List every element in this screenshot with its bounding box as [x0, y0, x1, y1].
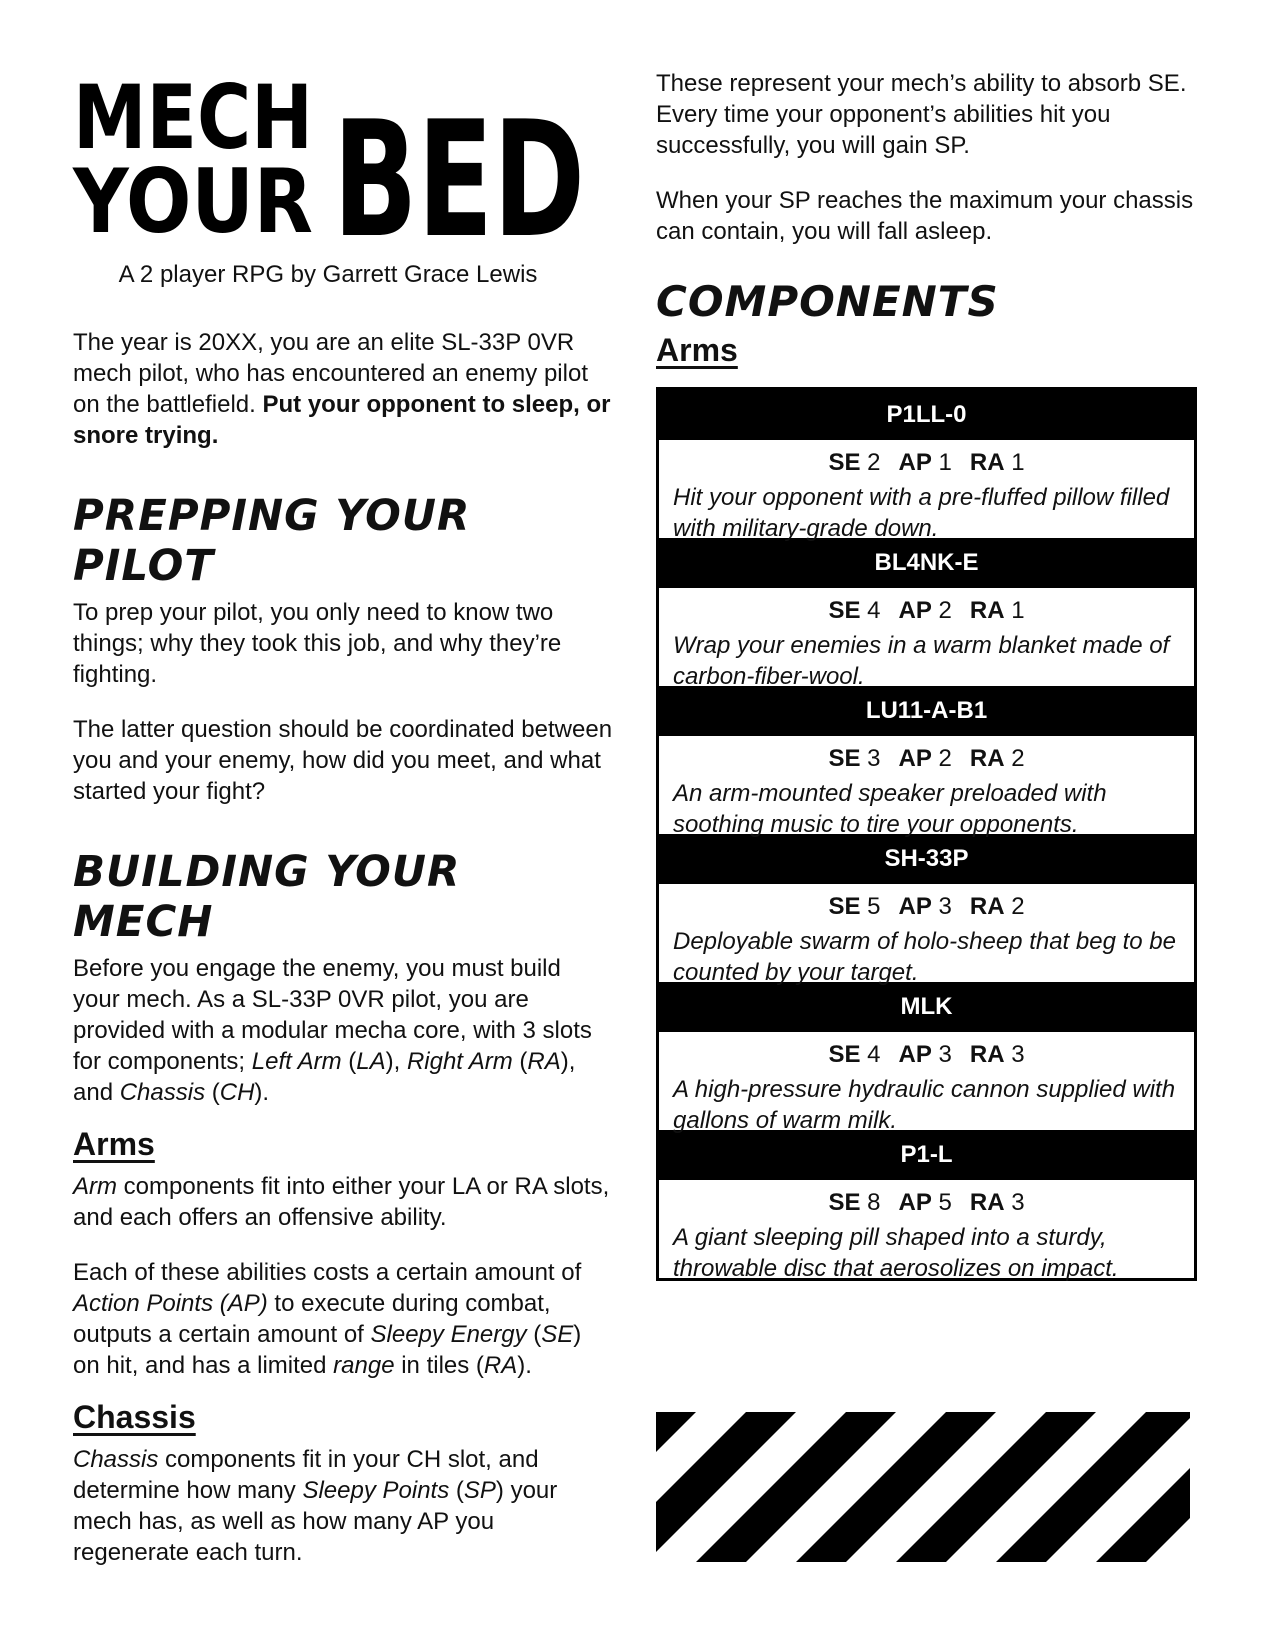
ap-label: AP	[898, 893, 932, 920]
component-card	[659, 686, 1194, 838]
ra-value: 1	[1011, 449, 1025, 476]
ra-label: RA	[969, 745, 1005, 772]
ap-term: Action Points (AP)	[73, 1290, 268, 1317]
se-label: SE	[828, 893, 861, 920]
left-arm-term: Left Arm	[251, 1048, 342, 1075]
component-body	[659, 588, 1194, 690]
prepping-p1: To prep your pilot, you only need to know two things; why they took this job, and why they’re fighting.	[73, 599, 562, 688]
sp-explainer-p2: When your SP reaches the maximum your chassis can contain, you will fall asleep.	[656, 187, 1194, 245]
ap-value: 3	[938, 893, 952, 920]
sp-abbr: SP	[463, 1477, 496, 1504]
chassis-heading: Chassis	[73, 1399, 196, 1435]
prepping-heading: PREPPING YOUR PILOT	[73, 490, 471, 590]
prepping-p2: The latter question should be coordinated between you and your enemy, how did you meet, and what started your fight?	[73, 716, 613, 805]
building-heading: BUILDING YOUR MECH	[73, 846, 461, 946]
component-card	[659, 834, 1194, 986]
component-name: P1-L	[659, 1130, 1194, 1180]
ra-value: 3	[1011, 1189, 1025, 1216]
component-description: Hit your opponent with a pre-fluffed pillow filled with military-grade down.	[673, 484, 1170, 542]
se-label: SE	[828, 449, 861, 476]
component-name: BL4NK-E	[659, 538, 1194, 588]
components-table	[656, 387, 1197, 1281]
hazard-stripes-decoration	[656, 1412, 1190, 1562]
se-value: 2	[867, 449, 881, 476]
se-value: 4	[867, 597, 881, 624]
ra-label: RA	[969, 449, 1005, 476]
ap-value: 3	[938, 1041, 952, 1068]
byline: A 2 player RPG by Garrett Grace Lewis	[118, 261, 538, 288]
la-abbr: LA	[356, 1048, 386, 1075]
arms-p2: Each of these abilities costs a certain amount of Action Points (AP) to execute during combat, outputs a certain amount of Sleepy Energy (SE) on hit, and has a limited range in tiles (RA).	[73, 1259, 582, 1379]
right-column	[656, 68, 1196, 1281]
ap-value: 5	[938, 1189, 952, 1216]
component-card	[659, 1130, 1194, 1282]
component-card	[659, 390, 1194, 542]
se-value: 3	[867, 745, 881, 772]
component-name: LU11-A-B1	[659, 686, 1194, 736]
arms-p1	[73, 1171, 613, 1233]
ra-value: 1	[1011, 597, 1025, 624]
se-value: 4	[867, 1041, 881, 1068]
ra-label: RA	[969, 1041, 1005, 1068]
component-name: MLK	[659, 982, 1194, 1032]
right-arm-term: Right Arm	[406, 1048, 513, 1075]
ra-value: 2	[1011, 745, 1025, 772]
intro-bold: Put your opponent to sleep, or snore trying.	[73, 391, 611, 449]
ra-value: 2	[1011, 893, 1025, 920]
logo-big-word: BED	[333, 86, 585, 273]
components-heading: COMPONENTS	[656, 277, 999, 326]
component-body	[659, 884, 1194, 986]
component-description: A high-pressure hydraulic cannon supplied with gallons of warm milk.	[673, 1076, 1176, 1134]
se-label: SE	[828, 745, 861, 772]
arms-p2-e: ).	[517, 1352, 532, 1379]
component-stats	[673, 596, 1180, 626]
component-description: A giant sleeping pill shaped into a sturdy, throwable disc that aerosolizes on impact.	[673, 1224, 1119, 1282]
ap-label: AP	[898, 597, 932, 624]
arms-heading-left: Arms	[73, 1126, 155, 1162]
component-description: An arm-mounted speaker preloaded with soothing music to tire your opponents.	[673, 780, 1107, 838]
intro-paragraph	[73, 327, 613, 451]
chassis-p1: Chassis components fit in your CH slot, and determine how many Sleepy Points (SP) your mech has, as well as how many AP you regenerate each turn.	[73, 1446, 558, 1566]
range-term: range	[333, 1352, 395, 1379]
intro-text: The year is 20XX, you are an elite SL-33P 0VR mech pilot, who has encountered an enemy pilot on the battlefield.	[73, 329, 588, 418]
component-stats	[673, 1188, 1180, 1218]
component-name: P1LL-0	[659, 390, 1194, 440]
left-column	[72, 66, 613, 1568]
building-p1: Before you engage the enemy, you must build your mech. As a SL-33P 0VR pilot, you are provided with a modular mecha core, with 3 slots for components; Left Arm (LA), Right Arm (RA), and Chassis (CH).	[73, 955, 592, 1106]
arm-term: Arm	[73, 1173, 117, 1200]
building-text: Before you engage the enemy, you must build your mech. As a SL-33P 0VR pilot, you are provided with a modular mecha core, with 3 slots for components;	[73, 955, 592, 1075]
se-label: SE	[828, 1041, 861, 1068]
logo-line2: YOUR	[72, 150, 313, 253]
se-label: SE	[828, 597, 861, 624]
game-logo	[72, 66, 613, 273]
arms-heading-right: Arms	[656, 332, 738, 368]
chassis-em: Chassis	[73, 1446, 159, 1473]
chassis-term: Chassis	[119, 1079, 206, 1106]
logo-line1: MECH	[73, 66, 313, 169]
ra-label: RA	[969, 893, 1005, 920]
arms-p2-a: Each of these abilities costs a certain amount of	[73, 1259, 582, 1286]
se-abbr: SE	[541, 1321, 574, 1348]
component-stats	[673, 1040, 1180, 1070]
ap-label: AP	[898, 1041, 932, 1068]
component-body	[659, 1032, 1194, 1134]
component-stats	[673, 448, 1180, 478]
ra-value: 3	[1011, 1041, 1025, 1068]
arms-p2-c: on hit, and has a limited	[73, 1352, 334, 1379]
arms-p2-d: in tiles (	[394, 1352, 484, 1379]
component-card	[659, 982, 1194, 1134]
arms-p2-b: to execute during combat, outputs a certain amount of	[73, 1290, 551, 1348]
se-value: 8	[867, 1189, 881, 1216]
ap-label: AP	[898, 449, 932, 476]
chassis-text-a: components fit in your CH slot, and determine how many	[73, 1446, 539, 1504]
component-body	[659, 736, 1194, 838]
sp-explainer-p1: These represent your mech’s ability to absorb SE. Every time your opponent’s abilities hit you successfully, you will gain SP.	[656, 70, 1187, 159]
ra-label: RA	[969, 1189, 1005, 1216]
component-card	[659, 538, 1194, 690]
ra-label: RA	[969, 597, 1005, 624]
se-term: Sleepy Energy	[370, 1321, 527, 1348]
component-stats	[673, 892, 1180, 922]
ch-abbr: CH	[219, 1079, 255, 1106]
component-description: Deployable swarm of holo-sheep that beg to be counted by your target.	[673, 928, 1176, 986]
component-description: Wrap your enemies in a warm blanket made of carbon-fiber-wool.	[673, 632, 1170, 690]
se-label: SE	[828, 1189, 861, 1216]
component-stats	[673, 744, 1180, 774]
ap-value: 2	[938, 597, 952, 624]
arms-p1-text: components fit into either your LA or RA slots, and each offers an offensive ability.	[73, 1173, 610, 1231]
chassis-text-b: your mech has, as well as how many AP you regenerate each turn.	[73, 1477, 558, 1566]
component-name: SH-33P	[659, 834, 1194, 884]
ap-value: 2	[938, 745, 952, 772]
ap-value: 1	[938, 449, 952, 476]
ap-label: AP	[898, 1189, 932, 1216]
ra-abbr: RA	[527, 1048, 561, 1075]
ap-label: AP	[898, 745, 932, 772]
component-body	[659, 440, 1194, 542]
component-body	[659, 1180, 1194, 1282]
logo-graphic	[72, 66, 613, 273]
se-value: 5	[867, 893, 881, 920]
ra-term: RA	[483, 1352, 518, 1379]
sp-term: Sleepy Points	[302, 1477, 450, 1504]
